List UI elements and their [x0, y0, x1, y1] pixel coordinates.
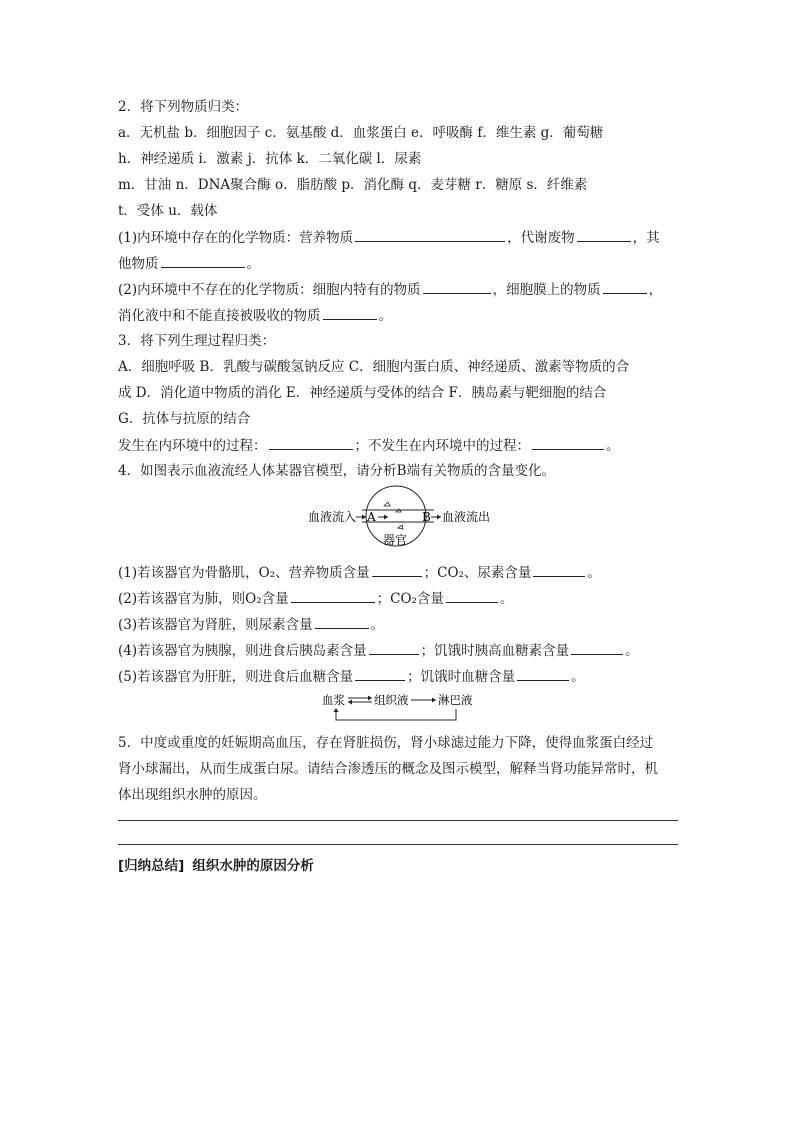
answer-blank-skeletal-o2[interactable]	[372, 562, 422, 577]
answer-blank-lung-o2[interactable]	[291, 588, 375, 603]
q4-sub4-text-b: ；饥饿时胰高血糖素含量	[420, 643, 570, 659]
answer-blank-pancreas-insulin[interactable]	[369, 640, 419, 655]
cell-mark-1	[384, 502, 390, 506]
q4-sub1-text-a: (1)若该器官为骨骼肌，O₂、营养物质含量	[118, 565, 370, 581]
answer-blank-skeletal-co2[interactable]	[533, 562, 585, 577]
q4-sub1	[118, 562, 601, 583]
answer-blank-not-in-internal-environment[interactable]	[532, 435, 604, 450]
q2-part1-line2	[118, 253, 260, 274]
summary-title: 组织水肿的原因分析	[192, 858, 314, 874]
answer-blank-lung-co2[interactable]	[446, 588, 498, 603]
q4-sub1-text-c: 。	[587, 565, 601, 581]
q4-sub2	[118, 588, 513, 609]
q2-items-row3: m．甘油 n．DNA聚合酶 o．脂肪酸 p．消化酶 q．麦芽糖 r．糖原 s．纤维素	[118, 177, 588, 193]
q3-answer-text-c: 。	[606, 438, 620, 454]
answer-blank-in-internal-environment[interactable]	[269, 435, 353, 450]
q3-items-row2: 成 D．消化道中物质的消化 E．神经递质与受体的结合 F．胰岛素与靶细胞的结合	[118, 385, 607, 401]
answer-blank-liver-fed[interactable]	[355, 666, 405, 681]
q2-part1-text-b: ，代谢废物	[507, 230, 575, 246]
answer-blank-intracellular[interactable]	[423, 279, 491, 294]
arrow-out-head	[437, 515, 441, 520]
q4-sub5-text-b: ；饥饿时血糖含量	[407, 669, 516, 685]
q2-title: 2．将下列物质归类：	[118, 99, 249, 115]
q2-part1-text-a: (1)内环境中存在的化学物质：营养物质	[118, 230, 354, 246]
q2-part1-text-c: ，其	[632, 230, 660, 246]
q2-part2-text-b: ，细胞膜上的物质	[492, 282, 601, 298]
q3-items-row1: A．细胞呼吸 B．乳酸与碳酸氢钠反应 C．细胞内蛋白质、神经递质、激素等物质的合	[118, 359, 630, 375]
label-lymph: 淋巴液	[438, 693, 473, 707]
arrow-tissue-to-plasma-head	[348, 700, 352, 705]
answer-line-2[interactable]	[118, 844, 678, 845]
q2-part2-line1	[118, 279, 662, 300]
q2-part2-text-d: 消化液中和不能直接被吸收的物质	[118, 308, 321, 324]
arrow-a-head	[384, 515, 388, 520]
q2-part2-text-e: 。	[378, 308, 392, 324]
organ-blood-flow-diagram	[300, 484, 510, 550]
label-plasma: 血浆	[322, 693, 345, 707]
q4-sub5-text-a: (5)若该器官为肝脏，则进食后血糖含量	[118, 669, 354, 685]
answer-blank-liver-fasting[interactable]	[517, 666, 569, 681]
q4-sub4-text-a: (4)若该器官为胰腺，则进食后胰岛素含量	[118, 643, 367, 659]
q3-items-row3: G．抗体与抗原的结合	[118, 411, 251, 427]
label-tissue-fluid: 组织液	[374, 693, 409, 707]
q2-part1-line1	[118, 227, 660, 248]
q5-line1: 5．中度或重度的妊娠期高血压，存在肾脏损伤，肾小球滤过能力下降，使得血浆蛋白经过	[118, 735, 654, 751]
summary-heading	[118, 854, 314, 874]
q4-sub2-text-b: ；CO₂含量	[376, 591, 444, 607]
q2-part1-text-e: 。	[246, 256, 260, 272]
answer-blank-pancreas-glucagon[interactable]	[571, 640, 623, 655]
q5-line2: 肾小球漏出，从而生成蛋白尿。请结合渗透压的概念及图示模型，解释当肾功能异常时，机	[118, 761, 658, 777]
answer-blank-digestive[interactable]	[323, 305, 377, 320]
answer-blank-waste[interactable]	[577, 227, 631, 242]
q4-sub3-text-b: 。	[370, 617, 385, 633]
q2-items-row1: a．无机盐 b．细胞因子 c．氨基酸 d．血浆蛋白 e．呼吸酶 f．维生素 g．葡萄糖	[118, 125, 604, 141]
q2-part1-text-d: 他物质	[118, 256, 159, 272]
label-outflow: 血液流出	[442, 510, 491, 524]
q5-line3: 体出现组织水肿的原因。	[118, 787, 267, 803]
q4-title: 4．如图表示血液流经人体某器官模型，请分析B端有关物质的含量变化。	[118, 463, 556, 479]
label-b: B	[422, 510, 431, 524]
label-organ: 器官	[383, 533, 408, 547]
q3-answer-text-b: ；不发生在内环境中的过程：	[354, 438, 530, 454]
label-a: A	[367, 510, 376, 524]
arrow-tissue-to-lymph-head	[432, 698, 436, 703]
q2-items-row4: t．受体 u．载体	[118, 203, 218, 219]
arrow-plasma-to-tissue-head	[368, 696, 372, 701]
q4-sub2-text-a: (2)若该器官为肺，则O₂含量	[118, 591, 289, 607]
q4-sub4-text-c: 。	[625, 643, 639, 659]
q3-answer-line	[118, 435, 620, 456]
q4-sub3	[118, 614, 384, 635]
cell-mark-3	[398, 525, 403, 529]
answer-blank-membrane[interactable]	[603, 279, 647, 294]
q4-sub5	[118, 666, 585, 687]
arrow-in-head	[362, 515, 366, 520]
q4-sub2-text-c: 。	[499, 591, 514, 607]
q4-sub3-text-a: (3)若该器官为肾脏，则尿素含量	[118, 617, 313, 633]
arrow-lymph-to-plasma-line	[336, 709, 456, 720]
answer-blank-nutrients[interactable]	[355, 227, 505, 242]
q4-sub5-text-c: 。	[571, 669, 585, 685]
q3-title: 3．将下列生理过程归类：	[118, 333, 276, 349]
q3-answer-text-a: 发生在内环境中的过程：	[118, 438, 267, 454]
answer-line-1[interactable]	[118, 820, 678, 821]
q2-items-row2: h．神经递质 i．激素 j．抗体 k．二氧化碳 l．尿素	[118, 151, 422, 167]
q4-sub1-text-b: ；CO₂、尿素含量	[423, 565, 532, 581]
arrow-lymph-to-plasma-head	[334, 708, 339, 712]
body-fluid-flow-diagram	[318, 688, 478, 726]
summary-tag: [归纳总结]	[118, 858, 185, 874]
q4-sub4	[118, 640, 639, 661]
answer-blank-kidney-urea[interactable]	[315, 614, 369, 629]
q2-part2-text-a: (2)内环境中不存在的化学物质：细胞内特有的物质	[118, 282, 421, 298]
q2-part2-text-c: ，	[648, 282, 663, 298]
answer-blank-other-substances[interactable]	[161, 253, 245, 268]
label-inflow: 血液流入	[308, 510, 357, 524]
q2-part2-line2	[118, 305, 392, 326]
